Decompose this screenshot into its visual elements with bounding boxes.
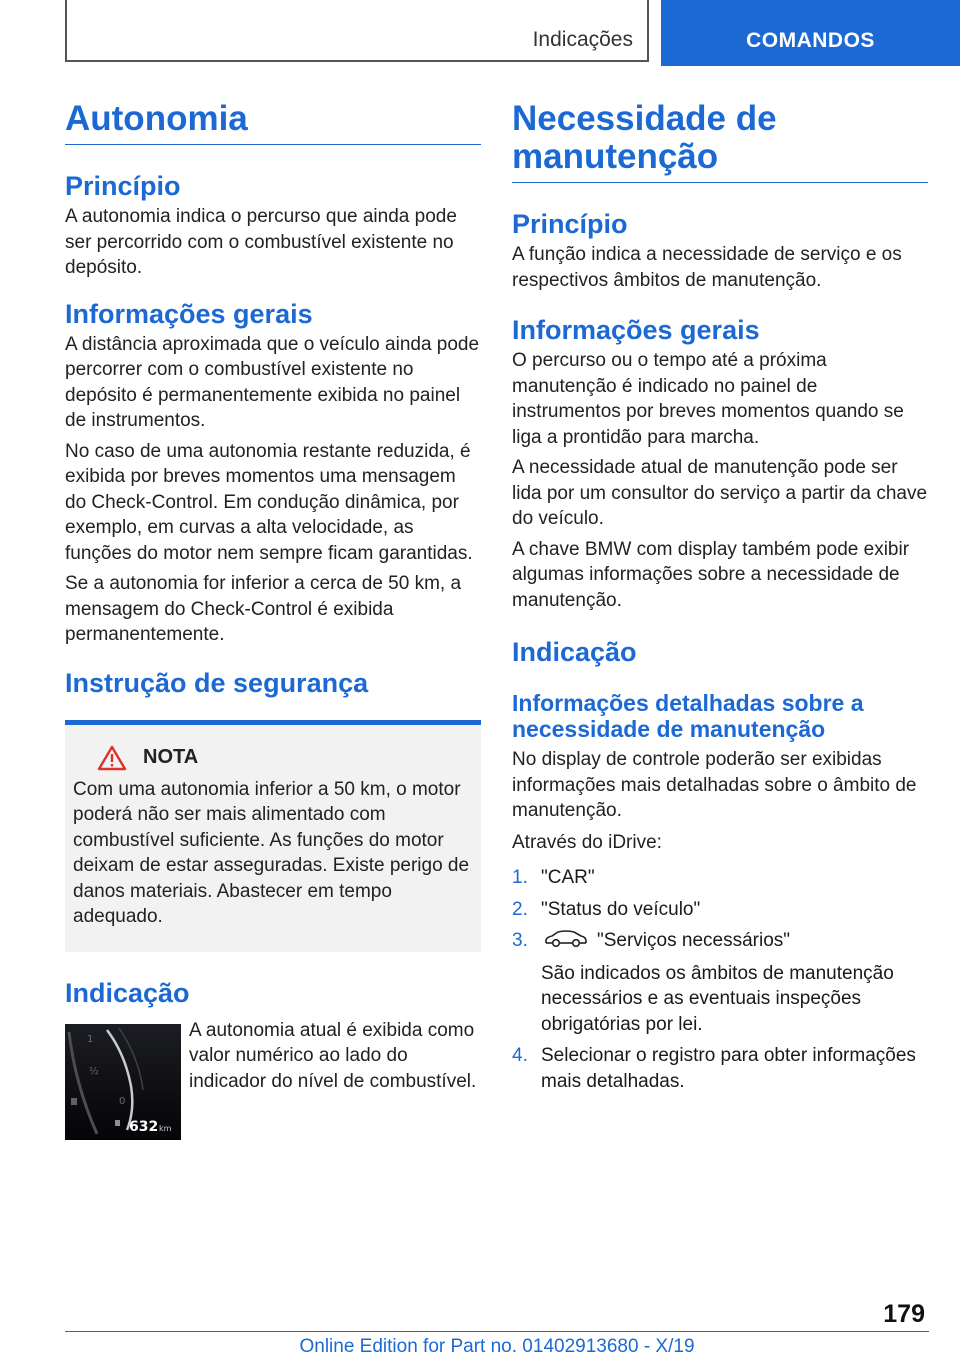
section-tab-label: Indicações bbox=[532, 28, 633, 51]
fuel-gauge-illustration bbox=[65, 1024, 181, 1140]
step-number: 1. bbox=[512, 867, 528, 888]
note-text: Com uma autonomia inferior a 50 km, o motor poderá não ser mais alimentado com combustível suficiente. As funções do motor deixam de estar asseguradas. Existe perigo de danos materiais. Abastecer em tempo adequado. bbox=[73, 778, 470, 927]
footer-divider bbox=[65, 1331, 929, 1332]
detail-heading: Informações detalhadas sobre a necessidade de manutenção bbox=[512, 690, 864, 742]
display-heading: Indicação bbox=[65, 977, 190, 1008]
maintenance-title: Necessidade de manutenção bbox=[512, 100, 928, 183]
fuel-gauge-icon bbox=[65, 1024, 181, 1140]
page-footer bbox=[65, 1300, 929, 1362]
list-item bbox=[512, 928, 928, 1037]
autonomy-title: Autonomia bbox=[65, 100, 481, 145]
chapter-tab-label: COMANDOS bbox=[746, 29, 875, 52]
general-info-paragraph: A necessidade atual de manutenção pode ser lida por um consultor do serviço a partir da chave do veículo. bbox=[512, 457, 928, 529]
page-header bbox=[0, 0, 960, 66]
car-service-icon bbox=[543, 929, 589, 949]
principle-text: A função indica a necessidade de serviço e os respectivos âmbitos de manutenção. bbox=[512, 244, 902, 291]
gauge-mark-half: ½ bbox=[89, 1065, 99, 1077]
idrive-steps-list bbox=[512, 865, 928, 1094]
safety-note-box bbox=[65, 720, 481, 952]
right-column bbox=[512, 100, 928, 1100]
step-text: "Status do veículo" bbox=[541, 898, 701, 920]
page-number: 179 bbox=[883, 1300, 925, 1328]
safety-heading: Instrução de segurança bbox=[65, 667, 369, 698]
left-column bbox=[65, 100, 481, 1140]
step-number: 3. bbox=[512, 930, 528, 951]
detail-paragraph: No display de controle poderão ser exibidas informações mais detalhadas sobre o âmbito de manutenção. bbox=[512, 749, 917, 821]
warning-triangle-icon bbox=[97, 745, 127, 771]
general-info-paragraph: Se a autonomia for inferior a cerca de 50 km, a mensagem do Check-Control é exibida permanentemente. bbox=[65, 573, 462, 645]
range-unit: km bbox=[159, 1123, 172, 1133]
gauge-mark-full: 1 bbox=[87, 1033, 94, 1045]
principle-text: A autonomia indica o percurso que ainda pode ser percorrido com o combustível existente no depósito. bbox=[65, 206, 457, 278]
step-text: "CAR" bbox=[541, 867, 595, 888]
list-item bbox=[512, 865, 928, 891]
general-info-paragraph: A chave BMW com display também pode exibir algumas informações sobre a necessidade de manutenção. bbox=[512, 538, 910, 611]
range-value: 632 bbox=[129, 1118, 159, 1135]
section-tab bbox=[65, 0, 649, 62]
step-text: Selecionar o registro para obter informações mais detalhadas. bbox=[541, 1045, 916, 1092]
general-info-paragraph: No caso de uma autonomia restante reduzida, é exibida por breves momentos uma mensagem do Check-Control. Em condução dinâmica, por exemplo, em curvas a alta velocidade, as funções do motor nem sempre ficam garantidas. bbox=[65, 440, 473, 564]
list-item bbox=[512, 897, 928, 923]
general-info-paragraph: O percurso ou o tempo até a próxima manutenção é indicado no painel de instrumentos por breves momentos quando se liga a prontidão para marcha. bbox=[512, 350, 904, 448]
step-subtext: São indicados os âmbitos de manutenção necessários e as eventuais inspeções obrigatórias por lei. bbox=[541, 962, 894, 1035]
general-info-paragraph: A distância aproximada que o veículo ainda pode percorrer com o combustível existente no depósito é permanentemente exibida no painel de instrumentos. bbox=[65, 333, 480, 431]
principle-heading: Princípio bbox=[512, 209, 628, 239]
display-text: A autonomia atual é exibida como valor numérico ao lado do indicador do nível de combustível. bbox=[189, 1019, 477, 1092]
note-title: NOTA bbox=[143, 746, 199, 768]
step-text: "Serviços necessários" bbox=[597, 930, 791, 951]
general-info-heading: Informações gerais bbox=[65, 298, 313, 329]
list-item bbox=[512, 1043, 928, 1094]
display-heading: Indicação bbox=[512, 637, 637, 667]
general-info-heading: Informações gerais bbox=[512, 315, 760, 345]
idrive-intro: Através do iDrive: bbox=[512, 831, 662, 853]
edition-note: Online Edition for Part no. 01402913680 - X/19 bbox=[299, 1336, 695, 1357]
principle-heading: Princípio bbox=[65, 171, 181, 201]
chapter-tab bbox=[661, 0, 960, 66]
step-number: 2. bbox=[512, 898, 528, 920]
step-number: 4. bbox=[512, 1045, 528, 1066]
gauge-mark-empty: 0 bbox=[119, 1095, 126, 1107]
